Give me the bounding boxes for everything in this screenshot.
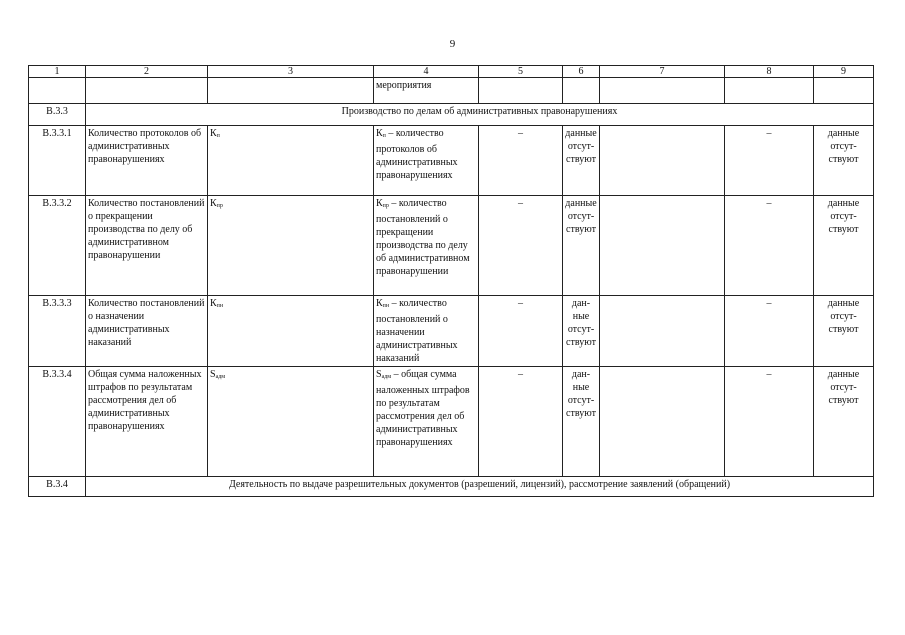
row-code: В.3.3.4	[29, 367, 86, 477]
continuation-text: мероприятия	[374, 78, 479, 104]
col6-value: дан-ные отсут-ствуют	[563, 367, 600, 477]
section-row	[29, 104, 874, 126]
col5-value: –	[479, 196, 563, 296]
indicators-table	[28, 65, 874, 497]
col9-value: данные отсут-ствуют	[814, 126, 874, 196]
indicator-name: Количество протоколов об административных правонарушениях	[86, 126, 208, 196]
indicator-symbol: Sадм	[208, 367, 374, 477]
col7-value	[600, 296, 725, 367]
indicator-symbol: Кп	[208, 126, 374, 196]
header-cell: 7	[600, 66, 725, 78]
indicator-name: Количество постановлений о прекращении производства по делу об административном правонарушении	[86, 196, 208, 296]
col7-value	[600, 367, 725, 477]
col6-value: данные отсут-ствуют	[563, 126, 600, 196]
header-cell: 4	[374, 66, 479, 78]
header-cell: 2	[86, 66, 208, 78]
col9-value: данные отсут-ствуют	[814, 367, 874, 477]
col8-value: –	[725, 196, 814, 296]
col9-value: данные отсут-ствуют	[814, 296, 874, 367]
indicator-name: Общая сумма наложенных штрафов по результатам рассмотрения дел об административных правонарушениях	[86, 367, 208, 477]
header-row	[29, 66, 874, 78]
section-title: Деятельность по выдаче разрешительных документов (разрешений, лицензий), рассмотрение заявлений (обращений)	[86, 477, 874, 497]
header-cell: 9	[814, 66, 874, 78]
indicator-formula: Кпр – количество постановлений о прекращении производства по делу об административном правонарушении	[374, 196, 479, 296]
header-cell: 1	[29, 66, 86, 78]
section-code: В.3.4	[29, 477, 86, 497]
page-number: 9	[449, 38, 456, 50]
header-cell: 5	[479, 66, 563, 78]
indicator-formula: Кп – количество протоколов об административных правонарушениях	[374, 126, 479, 196]
col9-value: данные отсут-ствуют	[814, 196, 874, 296]
col5-value: –	[479, 367, 563, 477]
table-row	[29, 196, 874, 296]
row-code: В.3.3.3	[29, 296, 86, 367]
table-row	[29, 126, 874, 196]
indicator-formula: Sадм – общая сумма наложенных штрафов по результатам рассмотрения дел об административных правонарушениях	[374, 367, 479, 477]
col8-value: –	[725, 126, 814, 196]
col8-value: –	[725, 296, 814, 367]
col5-value: –	[479, 126, 563, 196]
table-row	[29, 367, 874, 477]
table-row	[29, 296, 874, 367]
header-cell: 6	[563, 66, 600, 78]
col8-value: –	[725, 367, 814, 477]
section-row	[29, 477, 874, 497]
indicator-name: Количество постановлений о назначении административных наказаний	[86, 296, 208, 367]
indicator-symbol: Кпр	[208, 196, 374, 296]
row-code: В.3.3.2	[29, 196, 86, 296]
col5-value: –	[479, 296, 563, 367]
row-code: В.3.3.1	[29, 126, 86, 196]
section-code: В.3.3	[29, 104, 86, 126]
header-cell: 3	[208, 66, 374, 78]
header-cell: 8	[725, 66, 814, 78]
col6-value: данные отсут-ствуют	[563, 196, 600, 296]
col7-value	[600, 196, 725, 296]
indicator-formula: Кпн – количество постановлений о назначении административных наказаний	[374, 296, 479, 367]
section-title: Производство по делам об административных правонарушениях	[86, 104, 874, 126]
col6-value: дан-ные отсут-ствуют	[563, 296, 600, 367]
continuation-row	[29, 78, 874, 104]
indicator-symbol: Кпн	[208, 296, 374, 367]
col7-value	[600, 126, 725, 196]
